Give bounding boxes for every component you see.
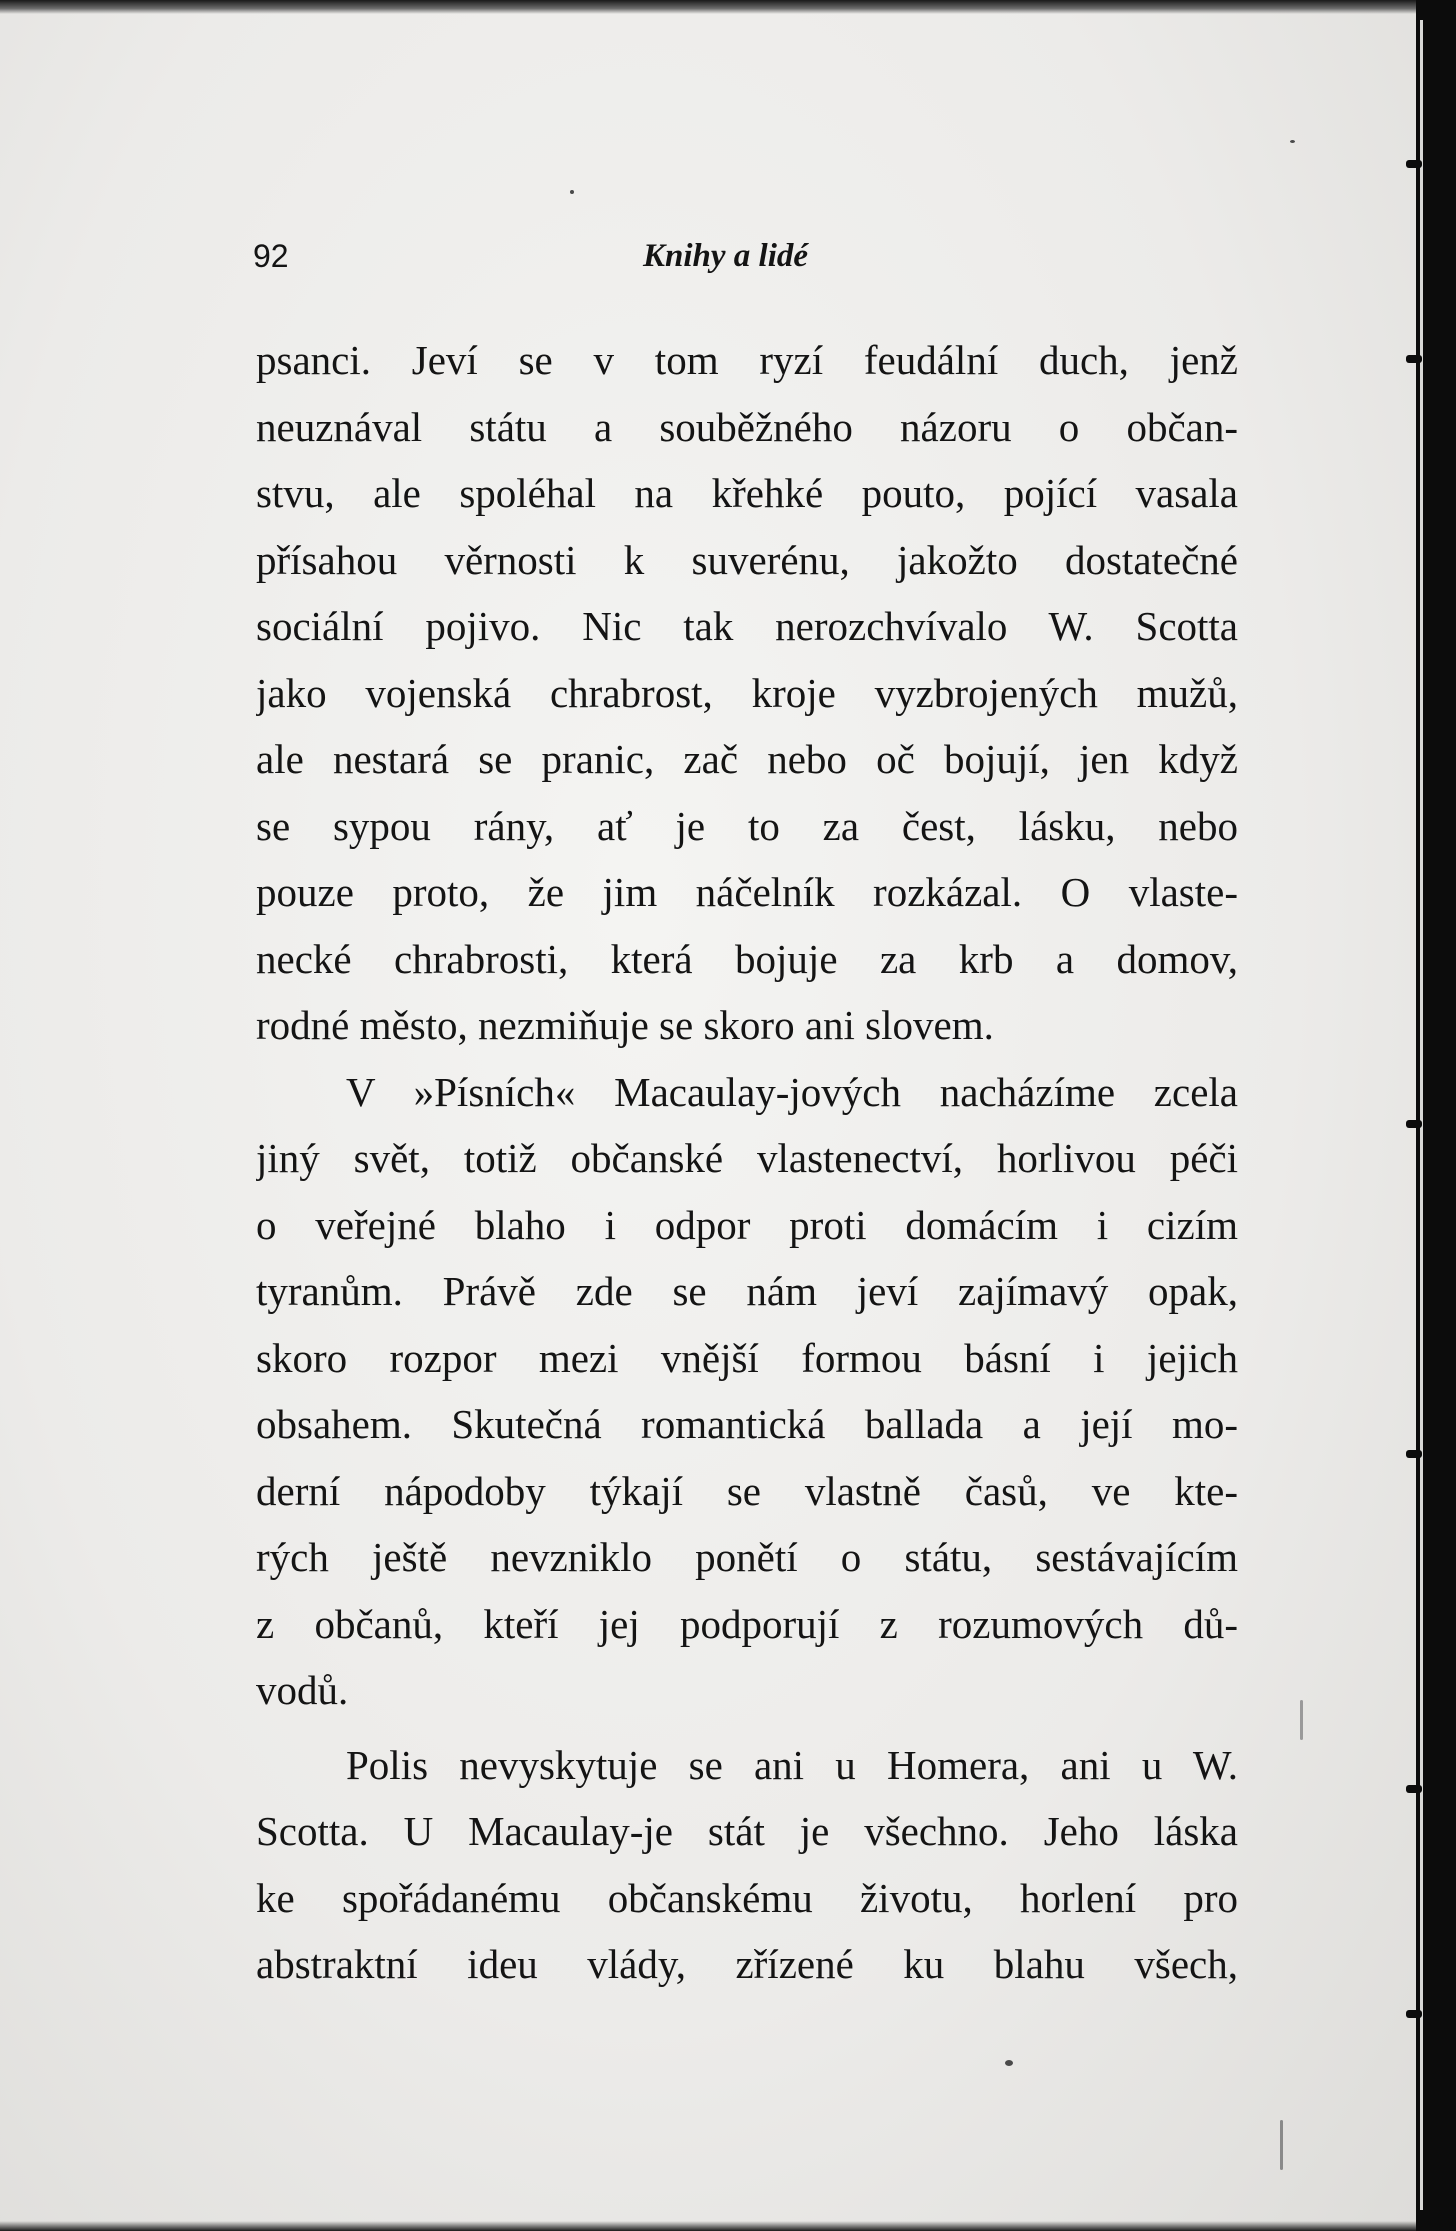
text-line: o veřejné blaho i odpor proti domácím i cizím [256,1201,1238,1248]
text-line: Polis nevyskytuje se ani u Homera, ani u W. [346,1741,1238,1788]
scan-bottom-edge [0,2221,1416,2231]
text-line: abstraktní ideu vlády, zřízené ku blahu všech, [256,1941,1238,1987]
scan-top-edge [0,0,1416,14]
border-tick [1406,1785,1422,1793]
text-line: tyranům. Právě zde se nám jeví zajímavý opak, [256,1268,1238,1314]
text-line: rodné město, nezmiňuje se skoro ani slovem. [256,1002,994,1048]
text-line: se sypou rány, ať je to za čest, lásku, nebo [256,802,1238,849]
text-line: necké chrabrosti, která bojuje za krb a domov, [256,935,1238,982]
scan-speck [1290,140,1295,143]
text-line: neuznával státu a souběžného názoru o občan- [256,403,1238,450]
border-tick [1406,2010,1422,2018]
text-line: rých ještě nevzniklo ponětí o státu, sestávajícím [256,1534,1238,1580]
scan-speck [1005,2060,1013,2066]
text-line: pouze proto, že jim náčelník rozkázal. O vlaste- [256,869,1238,915]
running-title: Knihy a lidé [643,238,809,274]
page-header [253,238,1238,288]
text-line: V »Písních« Macaulay-jových nacházíme zcela [346,1068,1238,1115]
text-line: psanci. Jeví se v tom ryzí feudální duch, jenž [256,337,1238,383]
page-number: 92 [253,238,289,274]
text-line: vodů. [256,1667,349,1713]
scan-speck [1300,1700,1303,1740]
border-tick [1406,355,1422,363]
paragraph-gap [256,1724,1238,1732]
text-line: skoro rozpor mezi vnější formou básní i jejich [256,1334,1238,1381]
scan-speck [1280,2120,1283,2170]
text-line: ale nestará se pranic, zač nebo oč bojují, jen když [256,736,1238,782]
border-tick [1406,1120,1422,1128]
text-line: jako vojenská chrabrost, kroje vyzbrojených mužů, [256,669,1238,716]
text-line: ke spořádanému občanskému životu, horlení pro [256,1874,1238,1921]
text-line: Scotta. U Macaulay-je stát je všechno. Jeho láska [256,1808,1238,1854]
scan-right-border [1416,0,1456,2231]
scan-speck [570,190,574,194]
border-tick [1406,1450,1422,1458]
text-line: derní nápodoby týkají se vlastně časů, ve kte- [256,1467,1238,1514]
border-inner-line [1420,20,1423,2210]
body-text [256,327,1238,1998]
text-line: obsahem. Skutečná romantická ballada a její mo- [256,1401,1238,1447]
text-line: přísahou věrnosti k suverénu, jakožto dostatečné [256,536,1238,583]
text-line: stvu, ale spoléhal na křehké pouto, pojící vasala [256,470,1238,516]
border-tick [1406,160,1422,168]
text-line: jiný svět, totiž občanské vlastenectví, horlivou péči [256,1135,1238,1181]
text-line: sociální pojivo. Nic tak nerozchvívalo W. Scotta [256,603,1238,649]
text-line: z občanů, kteří jej podporují z rozumových dů- [256,1600,1238,1647]
